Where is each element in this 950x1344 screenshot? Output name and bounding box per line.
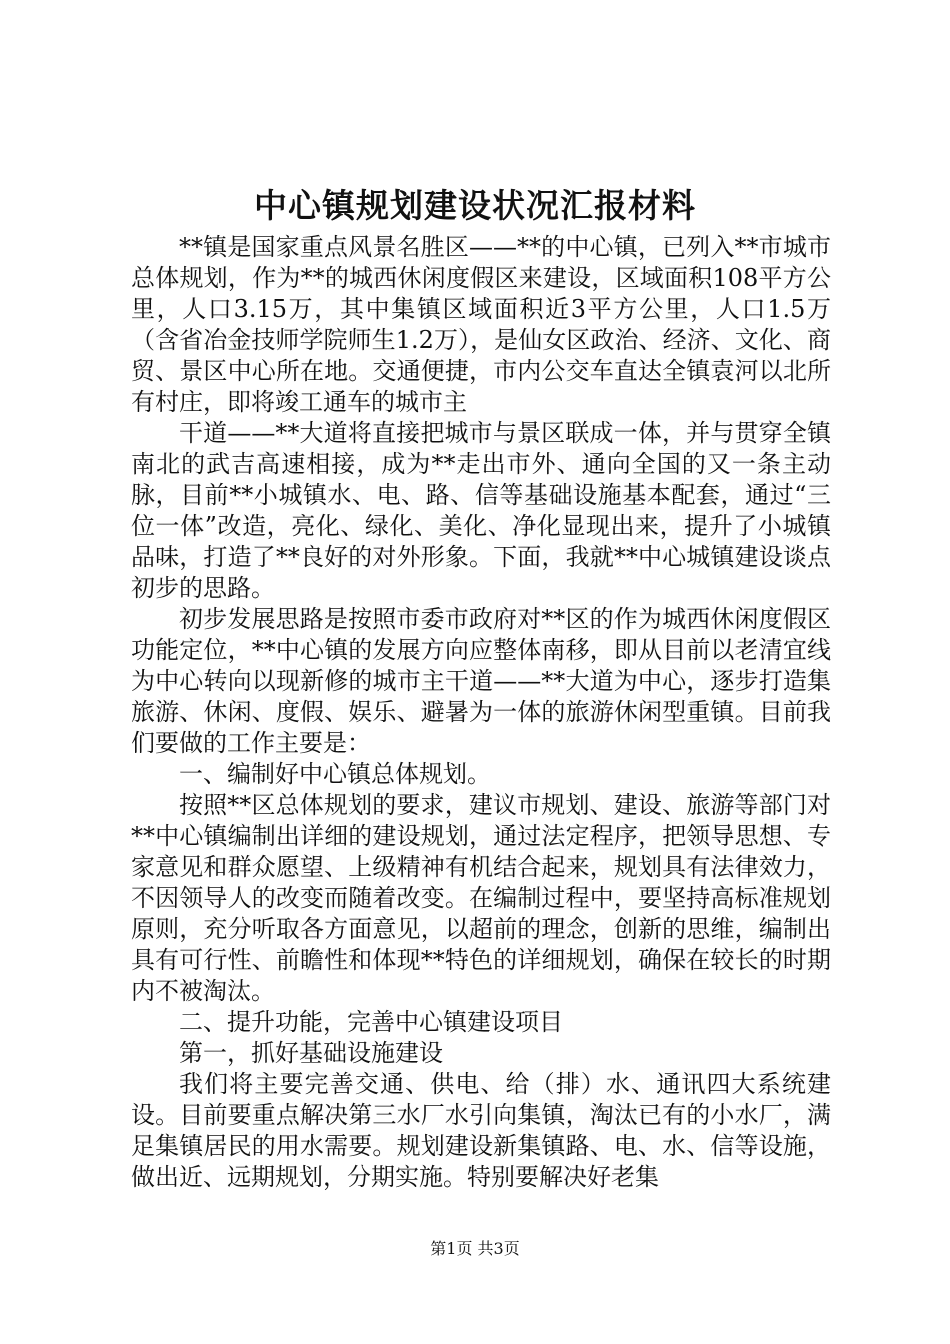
section-heading-1: 一、编制好中心镇总体规划。: [179, 760, 491, 788]
document-title: 中心镇规划建设状况汇报材料: [254, 186, 696, 225]
section-heading-2: 二、提升功能，完善中心镇建设项目: [179, 1008, 563, 1036]
paragraph-main-road: 干道——**大道将直接把城市与景区联成一体，并与贯穿全镇南北的武吉高速相接，成为**走出市外、通向全国的又一条主动脉，目前**小城镇水、电、路、信等基础设施基本配套，通过“三位一体”改造，亮化、绿化、美化、净化显现出来，提升了小城镇品味，打造了**良好的对外形象。下面，我就**中心城镇建设谈点初步的思路。: [131, 419, 831, 602]
page-number-footer: 第1页 共3页: [430, 1239, 520, 1258]
document-body: [131, 232, 831, 1193]
paragraph-development-idea: 初步发展思路是按照市委市政府对**区的作为城西休闲度假区功能定位，**中心镇的发展方向应整体南移，即从目前以老清宜线为中心转向以现新修的城市主干道——**大道为中心，逐步打造集旅游、休闲、度假、娱乐、避暑为一体的旅游休闲型重镇。目前我们要做的工作主要是：: [131, 605, 831, 757]
subsection-heading-1: 第一，抓好基础设施建设: [179, 1039, 443, 1067]
paragraph-infrastructure: 我们将主要完善交通、供电、给（排）水、通讯四大系统建设。目前要重点解决第三水厂水引向集镇，淘汰已有的小水厂，满足集镇居民的用水需要。规划建设新集镇路、电、水、信等设施，做出近、远期规划，分期实施。特别要解决好老集: [131, 1070, 831, 1191]
paragraph-intro: **镇是国家重点风景名胜区——**的中心镇，已列入**市城市总体规划，作为**的城西休闲度假区来建设，区域面积108平方公里，人口3.15万，其中集镇区域面积近3平方公里，人口1.5万（含省冶金技师学院师生1.2万），是仙女区政治、经济、文化、商贸、景区中心所在地。交通便捷，市内公交车直达全镇袁河以北所有村庄，即将竣工通车的城市主: [131, 233, 831, 416]
paragraph-planning: 按照**区总体规划的要求，建议市规划、建设、旅游等部门对**中心镇编制出详细的建设规划，通过法定程序，把领导思想、专家意见和群众愿望、上级精神有机结合起来，规划具有法律效力，不因领导人的改变而随着改变。在编制过程中，要坚持高标准规划原则，充分听取各方面意见，以超前的理念，创新的思维，编制出具有可行性、前瞻性和体现**特色的详细规划，确保在较长的时期内不被淘汰。: [131, 791, 831, 1005]
